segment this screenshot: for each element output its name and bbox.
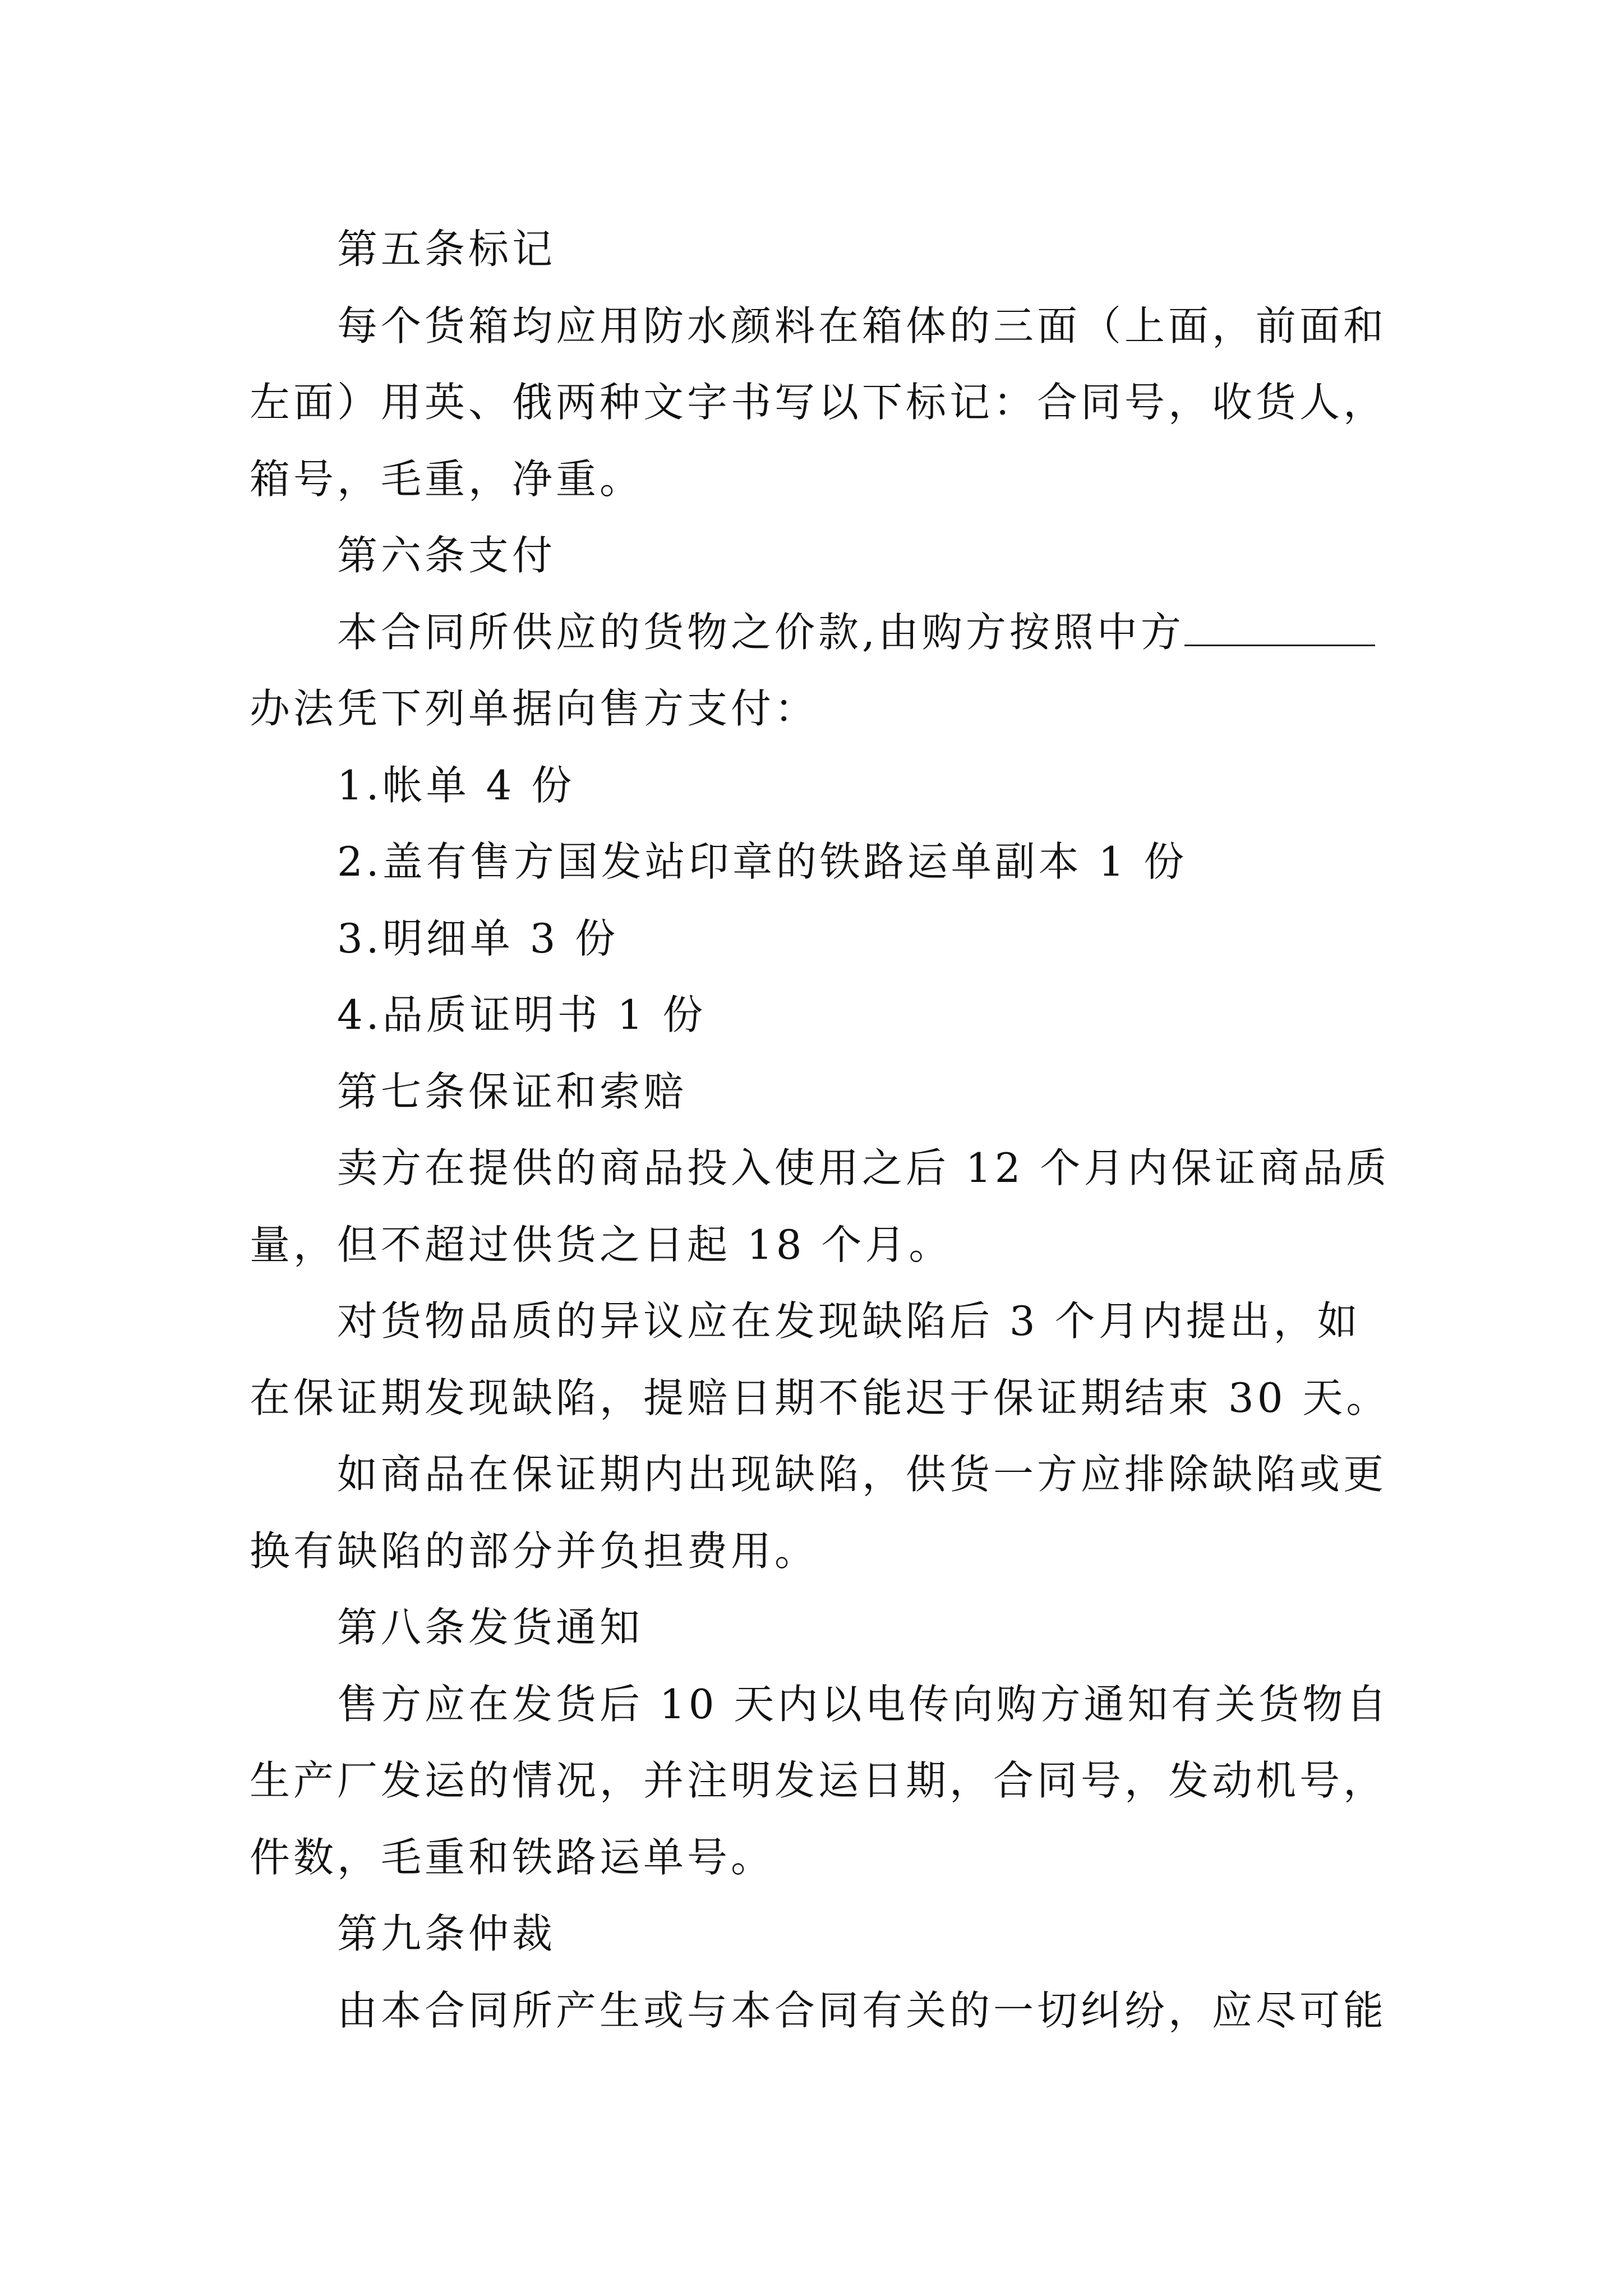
article-6-heading: 第六条支付 xyxy=(337,532,556,579)
article-7-paragraph-2: 对货物品质的异议应在发现缺陷后 3 个月内提出，如在保证期发现缺陷，提赔日期不能迟于保证期结束 30 天。 xyxy=(250,1297,1390,1421)
article-7-paragraph-3: 如商品在保证期内出现缺陷，供货一方应排除缺陷或更换有缺陷的部分并负担费用。 xyxy=(250,1451,1387,1575)
document-item-2: 2.盖有售方国发站印章的铁路运单副本 1 份 xyxy=(337,838,1188,885)
article-5-heading: 第五条标记 xyxy=(337,226,556,273)
fill-in-blank xyxy=(1184,613,1375,646)
article-8-body: 售方应在发货后 10 天内以电传向购方通知有关货物自生产厂发运的情况，并注明发运日期，合同号，发动机号，件数，毛重和铁路运单号。 xyxy=(250,1680,1390,1881)
article-5-body: 每个货箱均应用防水颜料在箱体的三面（上面，前面和左面）用英、俄两种文字书写以下标记：合同号，收货人，箱号，毛重，净重。 xyxy=(250,302,1387,503)
article-8-heading: 第八条发货通知 xyxy=(337,1604,644,1651)
article-9-heading: 第九条仲裁 xyxy=(337,1910,556,1957)
document-body xyxy=(250,211,1394,2049)
document-item-1: 1.帐单 4 份 xyxy=(337,761,575,809)
article-6-body-text-after: 办法凭下列单据向售方支付： xyxy=(250,685,819,732)
article-9-body: 由本合同所产生或与本合同有关的一切纠纷，应尽可能 xyxy=(337,1986,1387,2034)
article-7-paragraph-1: 卖方在提供的商品投入使用之后 12 个月内保证商品质量，但不超过供货之日起 18 个月。 xyxy=(250,1144,1390,1268)
document-item-3: 3.明细单 3 份 xyxy=(337,914,619,962)
article-6-body-text-before: 本合同所供应的货物之价款,由购方按照中方 xyxy=(337,608,1184,656)
article-6-body xyxy=(250,594,1394,747)
article-7-heading: 第七条保证和索赔 xyxy=(337,1068,688,1115)
document-item-4: 4.品质证明书 1 份 xyxy=(337,991,707,1038)
